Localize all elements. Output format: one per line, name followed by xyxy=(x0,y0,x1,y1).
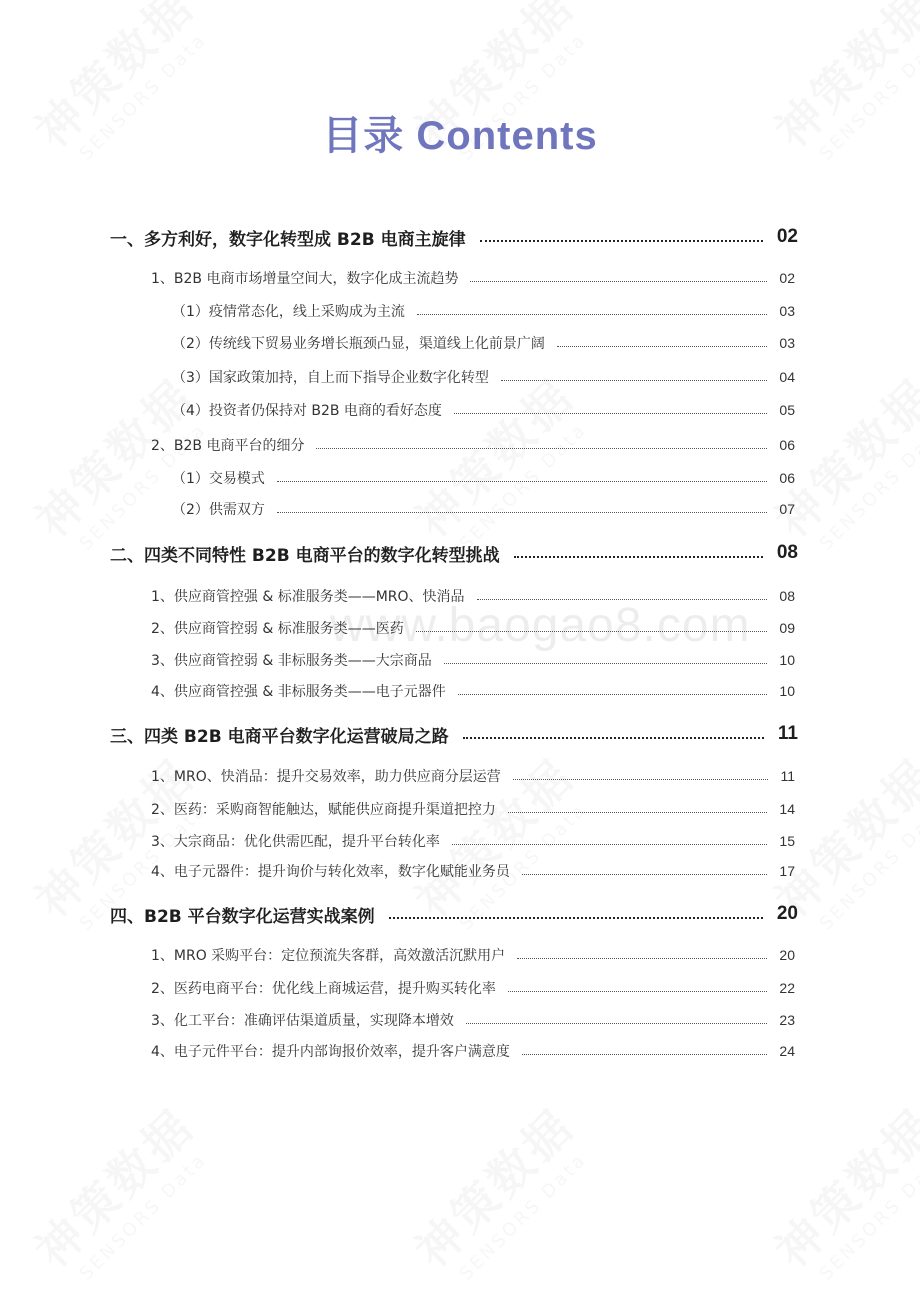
brand-watermark xyxy=(759,1092,920,1294)
toc-entry-title: （1）疫情常态化，线上采购成为主流 xyxy=(172,304,405,320)
toc-leader-dots xyxy=(480,239,763,242)
toc-page-number: 08 xyxy=(779,588,795,604)
toc-page-number: 20 xyxy=(779,947,795,963)
toc-entry-title: 4、电子元器件：提升询价与转化效率，数字化赋能业务员 xyxy=(151,864,510,880)
toc-leader-dots xyxy=(557,345,768,347)
toc-entry-title: 2、B2B 电商平台的细分 xyxy=(151,438,305,454)
toc-page-number: 22 xyxy=(779,980,795,996)
toc-page-number: 17 xyxy=(779,863,795,879)
toc-section-entry[interactable] xyxy=(172,398,795,422)
toc-page-number: 04 xyxy=(779,369,795,385)
toc-leader-dots xyxy=(452,843,768,845)
toc-page-number: 11 xyxy=(780,768,795,784)
toc-page-number: 06 xyxy=(779,437,795,453)
toc-entry-title: 1、B2B 电商市场增量空间大，数字化成主流趋势 xyxy=(151,271,459,287)
toc-section-entry[interactable] xyxy=(151,679,795,703)
brand-watermark xyxy=(759,362,920,565)
toc-section-entry[interactable] xyxy=(151,859,795,883)
toc-entry-title: 1、MRO 采购平台：定位预流失客群，高效激活沉默用户 xyxy=(151,948,506,964)
toc-entry-title: 四、B2B 平台数字化运营实战案例 xyxy=(110,906,375,927)
toc-entry-title: （3）国家政策加持，自上而下指导企业数字化转型 xyxy=(172,370,489,386)
toc-entry-title: 4、供应商管控强 & 非标服务类——电子元器件 xyxy=(151,684,446,700)
toc-entry-title: 1、MRO、快消品：提升交易效率，助力供应商分层运营 xyxy=(151,769,501,785)
toc-page-number: 24 xyxy=(779,1043,795,1059)
toc-page-number: 07 xyxy=(779,501,795,517)
toc-page-number: 02 xyxy=(776,226,798,247)
toc-leader-dots xyxy=(389,916,763,919)
brand-watermark xyxy=(399,1092,602,1294)
toc-leader-dots xyxy=(454,412,767,414)
toc-chapter-entry[interactable] xyxy=(110,719,798,749)
toc-leader-dots xyxy=(522,873,768,875)
toc-page-number: 05 xyxy=(779,402,795,418)
toc-entry-title: （1）交易模式 xyxy=(172,471,265,487)
toc-entry-title: 2、医药：采购商智能触达，赋能供应商提升渠道把控力 xyxy=(151,802,496,818)
toc-entry-title: 二、四类不同特性 B2B 电商平台的数字化转型挑战 xyxy=(110,545,500,566)
toc-entry-title: 一、多方利好，数字化转型成 B2B 电商主旋律 xyxy=(110,229,466,250)
toc-leader-dots xyxy=(517,957,767,959)
toc-page-number: 06 xyxy=(779,470,795,486)
toc-page-number: 08 xyxy=(776,542,798,563)
toc-entry-title: 2、供应商管控弱 & 标准服务类——医药 xyxy=(151,621,404,637)
toc-leader-dots xyxy=(416,630,768,632)
toc-leader-dots xyxy=(466,1022,768,1024)
toc-page-number: 09 xyxy=(779,620,795,636)
toc-section-entry[interactable] xyxy=(172,365,795,389)
toc-section-entry[interactable] xyxy=(151,1039,795,1063)
toc-leader-dots xyxy=(522,1053,768,1055)
toc-entry-title: 1、供应商管控强 & 标准服务类——MRO、快消品 xyxy=(151,589,465,605)
toc-page-number: 10 xyxy=(779,683,795,699)
toc-section-entry[interactable] xyxy=(172,497,795,521)
toc-entry-title: 三、四类 B2B 电商平台数字化运营破局之路 xyxy=(110,726,449,747)
toc-entry-title: （2）传统线下贸易业务增长瓶颈凸显，渠道线上化前景广阔 xyxy=(172,336,545,352)
toc-page-number: 02 xyxy=(779,270,795,286)
toc-chapter-entry[interactable] xyxy=(110,899,798,929)
toc-page-number: 20 xyxy=(776,903,798,924)
toc-leader-dots xyxy=(277,480,768,482)
toc-section-entry[interactable] xyxy=(151,797,795,821)
toc-section-entry[interactable] xyxy=(151,584,795,608)
toc-leader-dots xyxy=(514,555,763,558)
toc-section-entry[interactable] xyxy=(151,943,795,967)
toc-entry-title: （4）投资者仍保持对 B2B 电商的看好态度 xyxy=(172,403,442,419)
toc-leader-dots xyxy=(458,693,768,695)
toc-leader-dots xyxy=(508,811,768,813)
toc-leader-dots xyxy=(316,447,767,449)
toc-leader-dots xyxy=(277,511,768,513)
page-title: 目录 Contents xyxy=(322,114,598,158)
toc-page-number: 15 xyxy=(779,833,795,849)
toc-section-entry[interactable] xyxy=(151,433,795,457)
toc-section-entry[interactable] xyxy=(172,466,795,490)
toc-entry-title: 3、大宗商品：优化供需匹配，提升平台转化率 xyxy=(151,834,440,850)
brand-watermark xyxy=(19,1092,222,1294)
toc-leader-dots xyxy=(444,662,768,664)
brand-watermark xyxy=(399,362,602,565)
toc-section-entry[interactable] xyxy=(151,616,795,640)
toc-leader-dots xyxy=(508,990,768,992)
toc-leader-dots xyxy=(417,313,768,315)
site-watermark: www.baogao8.com xyxy=(330,599,751,652)
toc-leader-dots xyxy=(513,778,769,780)
toc-leader-dots xyxy=(463,736,764,739)
brand-watermark xyxy=(19,362,222,565)
toc-chapter-entry[interactable] xyxy=(110,222,798,252)
toc-entry-title: （2）供需双方 xyxy=(172,502,265,518)
toc-leader-dots xyxy=(470,280,767,282)
toc-section-entry[interactable] xyxy=(151,976,795,1000)
toc-chapter-entry[interactable] xyxy=(110,538,798,568)
toc-section-entry[interactable] xyxy=(151,648,795,672)
toc-page-number: 23 xyxy=(779,1012,795,1028)
toc-page-number: 03 xyxy=(779,303,795,319)
toc-entry-title: 2、医药电商平台：优化线上商城运营，提升购买转化率 xyxy=(151,981,496,997)
toc-leader-dots xyxy=(477,598,768,600)
toc-entry-title: 3、化工平台：准确评估渠道质量，实现降本增效 xyxy=(151,1013,454,1029)
toc-entry-title: 4、电子元件平台：提升内部询报价效率，提升客户满意度 xyxy=(151,1044,510,1060)
toc-section-entry[interactable] xyxy=(172,299,795,323)
toc-section-entry[interactable] xyxy=(172,331,795,355)
toc-page-number: 10 xyxy=(779,652,795,668)
toc-section-entry[interactable] xyxy=(151,1008,795,1032)
toc-entry-title: 3、供应商管控弱 & 非标服务类——大宗商品 xyxy=(151,653,432,669)
toc-section-entry[interactable] xyxy=(151,764,795,788)
toc-page-number: 11 xyxy=(777,723,798,744)
toc-leader-dots xyxy=(501,379,768,381)
toc-page-number: 14 xyxy=(779,801,795,817)
toc-page-number: 03 xyxy=(779,335,795,351)
toc-section-entry[interactable] xyxy=(151,266,795,290)
toc-section-entry[interactable] xyxy=(151,829,795,853)
